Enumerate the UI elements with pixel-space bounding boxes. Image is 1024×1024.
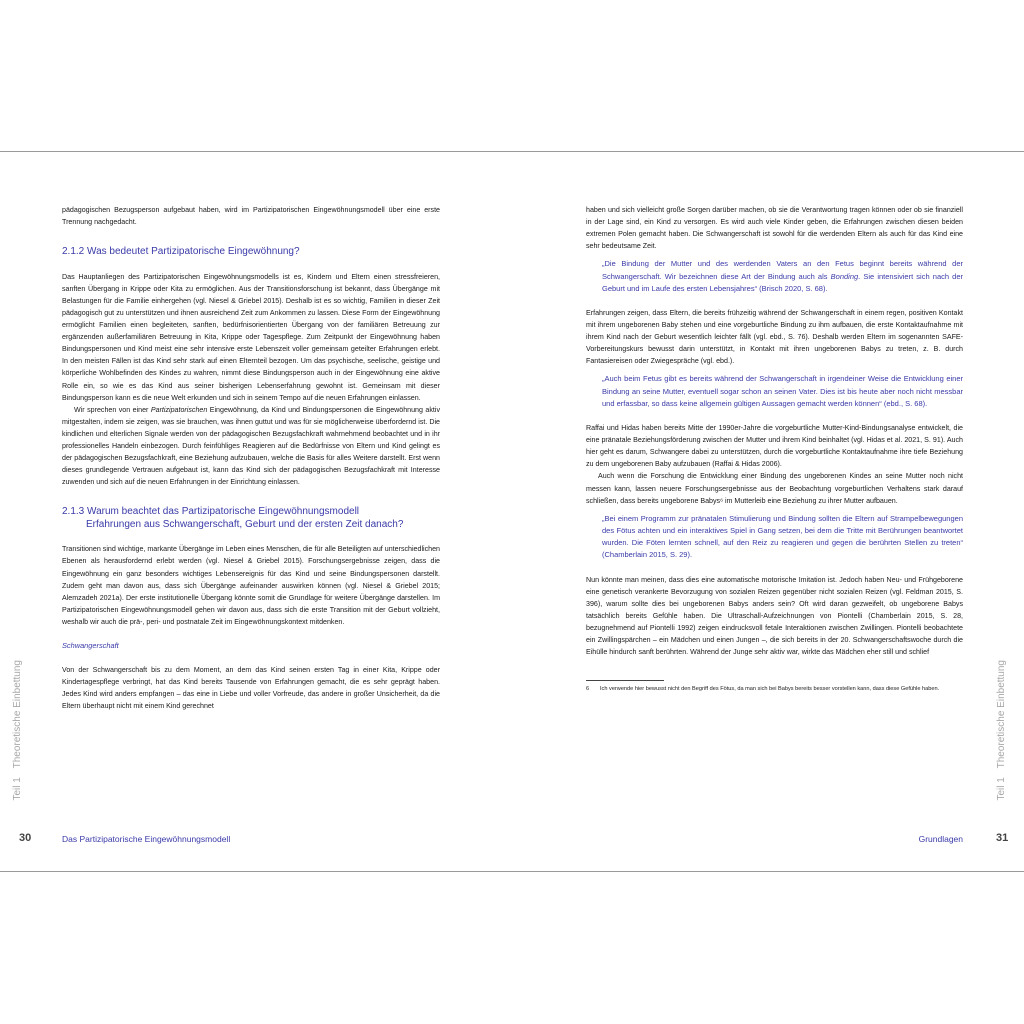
quote-fetus-bond: „Auch beim Fetus gibt es bereits während der Schwangerschaft in irgendeiner Weise die Entwicklung einer Bindung an seine Mutter, eventuell sogar schon an seinen Vater. Dies ist bis heute aber noch nicht messbar und erfassbar, so dass keine allgemein gültigen Aussagen gemacht werden können“ (ebd., S. 68). [602, 374, 963, 408]
paragraph-imitation: Nun könnte man meinen, dass dies eine automatische motorische Imitation ist. Jedoch haben Neu- und Frühgeborene eine genetisch verankerte Bevorzugung von sozialen Reizen gegenüber nicht sozialen Reizen (vgl. Feldman 2015, S. 396), warum sollte dies bei ungeborenen Babys anders sein? Oft wird daran gezweifelt, ob ungeborene Babys tatsächlich bereits Gefühle haben. Die Ultraschall-Aufzeichnungen von Piontelli (Chamberlain 2015, S. 28, bezugnehmend auf Piontelli 1992) zeigen eindrucksvoll fetale Interaktionen zwischen Zwillingen. Piontelli beobachtete ein Zwillingspärchen – ein Mädchen und einen Jungen –, die sich bereits in der 20. Schwangerschaftswoche durch die Eihülle hindurch sanft berührten. Während der Junge sehr aktiv war, wirkte das Mädchen eher still und schlief [586, 575, 963, 657]
left-intro-paragraph: pädagogischen Bezugsperson aufgebaut haben, wird im Partizipatorischen Eingewöhnungsmodell über eine erste Trennung nachgedacht. [62, 206, 440, 227]
quote-brisch-bonding: „Die Bindung der Mutter und des werdenden Vaters an den Fetus beginnt bereits während der Schwangerschaft. Wir bezeichnen diese Art der Bindung auch als Bonding. Sie intensiviert sich nach der Geburt und im Laufe des ersten Lebensjahres“ (Brisch 2020, S. 68). [602, 259, 963, 293]
paragraph-research: Auch wenn die Forschung die Entwicklung einer Bindung des ungeborenen Kindes an seine Mutter noch nicht messen kann, lassen neuere Forschungsergebnisse aus der Beobachtung vorgeburtlichen Verhaltens stark darauf schließen, dass bereits ungeborene Babys⁶ im Mutterleib eine Beziehung zu ihrer Mutter aufbauen. [586, 472, 963, 505]
paragraph-raffai-hidas: Raffai und Hidas haben bereits Mitte der 1990er-Jahre die vorgeburtliche Mutter-Kind-Bindungsanalyse entwickelt, die eine pränatale Beziehungsförderung zwischen der Mutter und ihrem Kind beinhaltet (vgl. Hidas et al. 2021, S. 91). Auch hier geht es darum, Schwangere dabei zu unterstützen, durch die vorgeburtliche Kontaktaufnahme ihre tiefe Beziehung zu dem ungeborenen Baby aufzubauen (Raffai & Hidas 2006). [586, 424, 963, 469]
paragraph-participatory: Wir sprechen von einer Partizipatorischen Eingewöhnung, da Kind und Bindungspersonen die Eingewöhnung aktiv mitgestalten, indem sie zeigen, was sie brauchen, was ihnen guttut und was für sie möglicherweise überfordernd ist. Die kindlichen und elterlichen Signale werden von der pädagogischen Bezugsfachkraft wahrnehmend beobachtet und in ihr professionelles Handeln einbezogen. Durch feinfühliges Reagieren auf die Bedürfnisse von Eltern und Kind gelingt es der pädagogischen Bezugsfachkraft, eine Beziehung aufzubauen, welche die Basis für alles Weitere darstellt. Erst wenn dieses grundlegende Vertrauen aufgebaut ist, kann das Kind sich der pädagogischen Bezugsfachkraft mit Interesse zuwenden und sich auf die neuen Erfahrungen in der Einrichtung einlassen. [62, 405, 440, 487]
paragraph-pregnancy: Von der Schwangerschaft bis zu dem Moment, an dem das Kind seinen ersten Tag in einer Kita, Krippe oder Kindertagespflege verbringt, hat das Kind bereits Tausende von Erfahrungen gemacht, die es sehr geprägt haben. Jedes Kind wird anders empfangen – das eine in Liebe und voller Vorfreude, das andere in großer Unsicherheit, da die Eltern überhaupt nicht mit einem Kind gerechnet [62, 666, 440, 711]
right-running-footer: Grundlagen [918, 834, 963, 844]
right-page [512, 152, 1024, 871]
left-running-footer: Das Partizipatorische Eingewöhnungsmodell [62, 834, 231, 844]
left-side-tab: Teil 1 Theoretische Einbettung [12, 660, 23, 801]
left-page-number: 30 [19, 832, 32, 844]
paragraph-main-concern: Das Hauptanliegen des Partizipatorischen Eingewöhnungsmodells ist es, Kindern und Eltern einen stressfreieren, sanften Übergang in Krippe oder Kita zu ermöglichen. Aus der Transitionsforschung ist bekannt, dass Übergänge mit Belastungen für die Familie einhergehen (vgl. Niesel & Griebel 2015). Deshalb ist es so wichtig, Familien in dieser Zeit pädagogisch gut zu unterstützen und ihnen ausreichend Zeit zum Ankommen zu lassen. Diese Form der Eingewöhnung ermöglicht Familien einen begleiteten, sanften, bedürfnisorientierten Übergang von der familiären Betreuung zur ergänzenden außerfamiliären Betreuung in Kita, Krippe oder Tagespflege. Zum Zeitpunkt der Eingewöhnung haben Bindungspersonen und Kind meist eine sehr intensive erste Lebenszeit voller gemeinsam geteilter Erfahrungen erlebt. In den meisten Fällen ist das Kind sehr stark auf einen Elternteil bezogen. Um das psychische, seelische, geistige und körperliche Wohlbefinden des Kindes zu wahren, nimmt diese Bindungsperson auch in der Eingewöhnung eine aktive Rolle ein, so wie es das Kind aus seiner bisherigen Lebenserfahrung gewohnt ist. Gemeinsam mit dieser Bindungsperson kann es die neue Welt erkunden und sich in seinem Tempo auf die neuen Erfahrungen einlassen. [62, 272, 440, 402]
right-text-column [586, 204, 963, 693]
footnote-divider [586, 680, 664, 681]
quote-chamberlain: „Bei einem Programm zur pränatalen Stimulierung und Bindung sollten die Eltern auf Strampelbewegungen des Fötus achten und ein interaktives Spiel in Gang setzen, bei dem die Tritte mit Berührungen beantwortet wurden. Die Föten lernten schnell, auf den Reiz zu reagieren und gegen die berührten Stellen zu treten“ (Chamberlain 2015, S. 29). [602, 513, 963, 560]
subheading-schwangerschaft: Schwangerschaft [62, 641, 119, 651]
right-paragraph-continued: haben und sich vielleicht große Sorgen darüber machen, ob sie die Verantwortung tragen können oder ob sie finanziell in der Lage sind, ein Kind zu versorgen. Es wird auch viele Kinder geben, die Erfahrungen zwischen diesen beiden extremen Polen gemacht haben. Die Schwangerschaft ist sowohl für die werdenden Eltern als auch für das Kind eine sehr bedeutsame Zeit. [586, 206, 963, 251]
paragraph-experiences: Erfahrungen zeigen, dass Eltern, die bereits frühzeitig während der Schwangerschaft in einem regen, positiven Kontakt mit ihrem ungeborenen Baby stehen und eine vorgeburtliche Bindung zu ihm aufbauen, die erste Kontaktaufnahme mit ihrem Kind nach der Geburt wesentlich leichter fällt (vgl. ebd., S. 76). Deshalb werden Eltern im sogenannten SAFE-Vorbereitungskurs bewusst darin unterstützt, in Kontakt mit ihren ungeborenen Babys zu treten, z. B. durch Fantasiereisen oder Zwiegespräche (vgl. ebd.). [586, 308, 963, 366]
heading-2-1-3: 2.1.3 Warum beachtet das Partizipatorische Eingewöhnungsmodell Erfahrungen aus Schwangerschaft, Geburt und der ersten Zeit danach? [62, 506, 404, 530]
heading-2-1-2: 2.1.2 Was bedeutet Partizipatorische Eingewöhnung? [62, 246, 300, 258]
book-spread [0, 151, 1024, 872]
left-page [0, 152, 512, 871]
footnote: 6 Ich verwende hier bewusst nicht den Begriff des Fötus, da man sich bei Babys bereits besser vorstellen kann, dass diese Gefühle haben. [586, 686, 940, 693]
left-text-column [62, 204, 440, 712]
right-page-number: 31 [996, 832, 1009, 844]
paragraph-transitions: Transitionen sind wichtige, markante Übergänge im Leben eines Menschen, die für alle Beteiligten auf unterschiedlichen Ebenen als herausfordernd erlebt werden (vgl. Niesel & Griebel 2015). Forschungsergebnisse zeigen, dass die Eingewöhnung ein ganz besonders wichtiges Lebensereignis für das Kind und seine Bindungspersonen darstellt. Zudem geht man davon aus, dass sich Übergänge aufeinander auswirken können (vgl. Niesel & Griebel 2015; Alemzadeh 2021a). Der erste institutionelle Übergang könnte somit die Grundlage für weitere Übergänge darstellen. Im Partizipatorischen Eingewöhnungsmodell gehen wir davon aus, dass sich die erste Transition mit der Geburt vollzieht, weshalb wir auch die prä-, peri- und postnatale Zeit im Eingewöhnungskontext mitdenken. [62, 545, 440, 626]
right-side-tab: Teil 1 Theoretische Einbettung [996, 660, 1007, 801]
